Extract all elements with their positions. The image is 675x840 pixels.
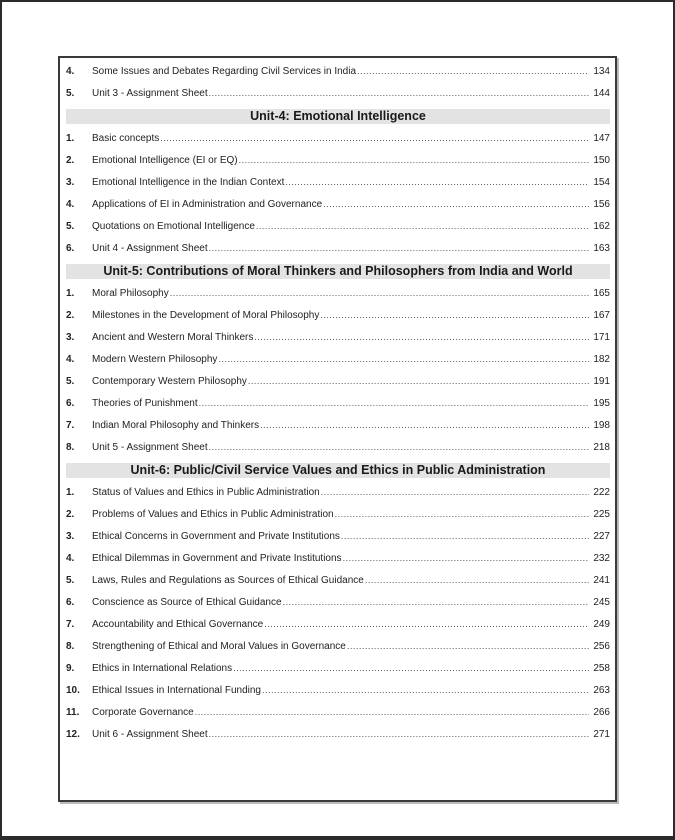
entry-title: Laws, Rules and Regulations as Sources of Ethical Guidance [92,575,364,586]
entry-page: 171 [593,332,610,343]
entry-number: 9. [66,663,75,674]
unit-4-heading: Unit-4: Emotional Intelligence [66,109,610,124]
dot-leader [323,193,589,215]
entry-title: Unit 3 - Assignment Sheet [92,88,208,99]
toc-entry[interactable] [66,569,610,591]
entry-page: 222 [593,487,610,498]
entry-number: 6. [66,398,75,409]
entry-title: Some Issues and Debates Regarding Civil Services in India [92,66,357,77]
entry-page: 225 [593,509,610,520]
entry-number: 7. [66,619,75,630]
entry-page: 241 [593,575,610,586]
entry-number: 8. [66,641,75,652]
entry-number: 3. [66,332,75,343]
dot-leader [321,481,589,503]
entry-number: 1. [66,288,75,299]
toc-entry[interactable] [66,348,610,370]
entry-page: 258 [593,663,610,674]
entry-title: Quotations on Emotional Intelligence [92,221,255,232]
toc-entry[interactable] [66,503,610,525]
unit-6-list [66,481,610,745]
toc-entry[interactable] [66,613,610,635]
entry-page: 232 [593,553,610,564]
toc-entry[interactable] [66,481,610,503]
entry-number: 6. [66,243,75,254]
entry-title: Unit 5 - Assignment Sheet [92,442,208,453]
toc-entry[interactable] [66,547,610,569]
entry-page: 271 [593,729,610,740]
entry-page: 162 [593,221,610,232]
entry-number: 3. [66,531,75,542]
entry-page: 245 [593,597,610,608]
entry-page: 195 [593,398,610,409]
dot-leader [260,414,589,436]
dot-leader [341,525,589,547]
dot-leader [233,657,589,679]
entry-number: 5. [66,221,75,232]
entry-page: 256 [593,641,610,652]
dot-leader [262,679,589,701]
toc-entry[interactable] [66,392,610,414]
entry-page: 198 [593,420,610,431]
dot-leader [264,613,589,635]
entry-number: 10. [66,685,80,696]
entry-page: 150 [593,155,610,166]
dot-leader [343,547,589,569]
entry-page: 154 [593,177,610,188]
dot-leader [347,635,589,657]
toc-entry[interactable] [66,82,610,104]
toc-entry[interactable] [66,60,610,82]
dot-leader [365,569,589,591]
unit-4-list [66,127,610,259]
entry-title: Ethical Concerns in Government and Private Institutions [92,531,340,542]
dot-leader [335,503,589,525]
entry-page: 167 [593,310,610,321]
unit-3-tail [66,60,610,104]
toc-entry[interactable] [66,149,610,171]
entry-title: Ancient and Western Moral Thinkers [92,332,254,343]
entry-page: 165 [593,288,610,299]
entry-number: 6. [66,597,75,608]
unit-5-list [66,282,610,458]
dot-leader [170,282,589,304]
dot-leader [160,127,589,149]
toc-entry[interactable] [66,304,610,326]
entry-page: 227 [593,531,610,542]
entry-number: 11. [66,707,80,718]
toc-entry[interactable] [66,282,610,304]
entry-title: Modern Western Philosophy [92,354,218,365]
entry-title: Conscience as Source of Ethical Guidance [92,597,282,608]
dot-leader [239,149,589,171]
entry-number: 4. [66,199,75,210]
entry-title: Accountability and Ethical Governance [92,619,264,630]
entry-title: Strengthening of Ethical and Moral Values in Governance [92,641,346,652]
toc-entry[interactable] [66,657,610,679]
entry-page: 249 [593,619,610,630]
entry-title: Ethical Issues in International Funding [92,685,261,696]
toc-entry[interactable] [66,591,610,613]
entry-number: 7. [66,420,75,431]
entry-number: 3. [66,177,75,188]
entry-title: Moral Philosophy [92,288,169,299]
toc-entry[interactable] [66,723,610,745]
dot-leader [209,436,589,458]
table-of-contents [66,60,610,745]
toc-entry[interactable] [66,326,610,348]
dot-leader [357,60,589,82]
entry-title: Milestones in the Development of Moral Philosophy [92,310,320,321]
toc-entry[interactable] [66,237,610,259]
toc-entry[interactable] [66,171,610,193]
entry-page: 144 [593,88,610,99]
entry-page: 263 [593,685,610,696]
dot-leader [254,326,589,348]
entry-page: 191 [593,376,610,387]
entry-title: Ethical Dilemmas in Government and Private Institutions [92,553,342,564]
dot-leader [199,392,589,414]
dot-leader [283,591,589,613]
entry-number: 12. [66,729,80,740]
dot-leader [248,370,589,392]
entry-title: Unit 4 - Assignment Sheet [92,243,208,254]
entry-number: 5. [66,88,75,99]
dot-leader [256,215,589,237]
toc-entry[interactable] [66,414,610,436]
entry-page: 218 [593,442,610,453]
entry-title: Corporate Governance [92,707,194,718]
entry-title: Indian Moral Philosophy and Thinkers [92,420,260,431]
entry-title: Applications of EI in Administration and Governance [92,199,323,210]
entry-number: 5. [66,575,75,586]
entry-number: 2. [66,155,75,166]
entry-title: Basic concepts [92,133,160,144]
entry-title: Status of Values and Ethics in Public Administration [92,487,320,498]
entry-number: 1. [66,133,75,144]
toc-entry[interactable] [66,127,610,149]
dot-leader [218,348,589,370]
entry-page: 266 [593,707,610,718]
entry-title: Ethics in International Relations [92,663,233,674]
entry-title: Theories of Punishment [92,398,198,409]
unit-5-heading: Unit-5: Contributions of Moral Thinkers and Philosophers from India and World [66,264,610,279]
entry-title: Emotional Intelligence in the Indian Context [92,177,285,188]
entry-title: Problems of Values and Ethics in Public Administration [92,509,334,520]
toc-entry[interactable] [66,436,610,458]
unit-6-heading: Unit-6: Public/Civil Service Values and Ethics in Public Administration [66,463,610,478]
entry-page: 134 [593,66,610,77]
dot-leader [320,304,589,326]
dot-leader [195,701,589,723]
toc-entry[interactable] [66,193,610,215]
toc-entry[interactable] [66,679,610,701]
toc-entry[interactable] [66,370,610,392]
entry-title: Emotional Intelligence (EI or EQ) [92,155,238,166]
entry-page: 156 [593,199,610,210]
entry-number: 4. [66,66,75,77]
entry-number: 1. [66,487,75,498]
toc-entry[interactable] [66,525,610,547]
entry-number: 2. [66,310,75,321]
toc-entry[interactable] [66,635,610,657]
entry-title: Contemporary Western Philosophy [92,376,247,387]
entry-page: 182 [593,354,610,365]
dot-leader [209,82,589,104]
toc-entry[interactable] [66,215,610,237]
entry-number: 4. [66,354,75,365]
entry-number: 4. [66,553,75,564]
entry-number: 8. [66,442,75,453]
entry-number: 2. [66,509,75,520]
toc-entry[interactable] [66,701,610,723]
dot-leader [209,723,589,745]
dot-leader [209,237,589,259]
entry-number: 5. [66,376,75,387]
dot-leader [285,171,589,193]
entry-title: Unit 6 - Assignment Sheet [92,729,208,740]
entry-page: 147 [593,133,610,144]
entry-page: 163 [593,243,610,254]
